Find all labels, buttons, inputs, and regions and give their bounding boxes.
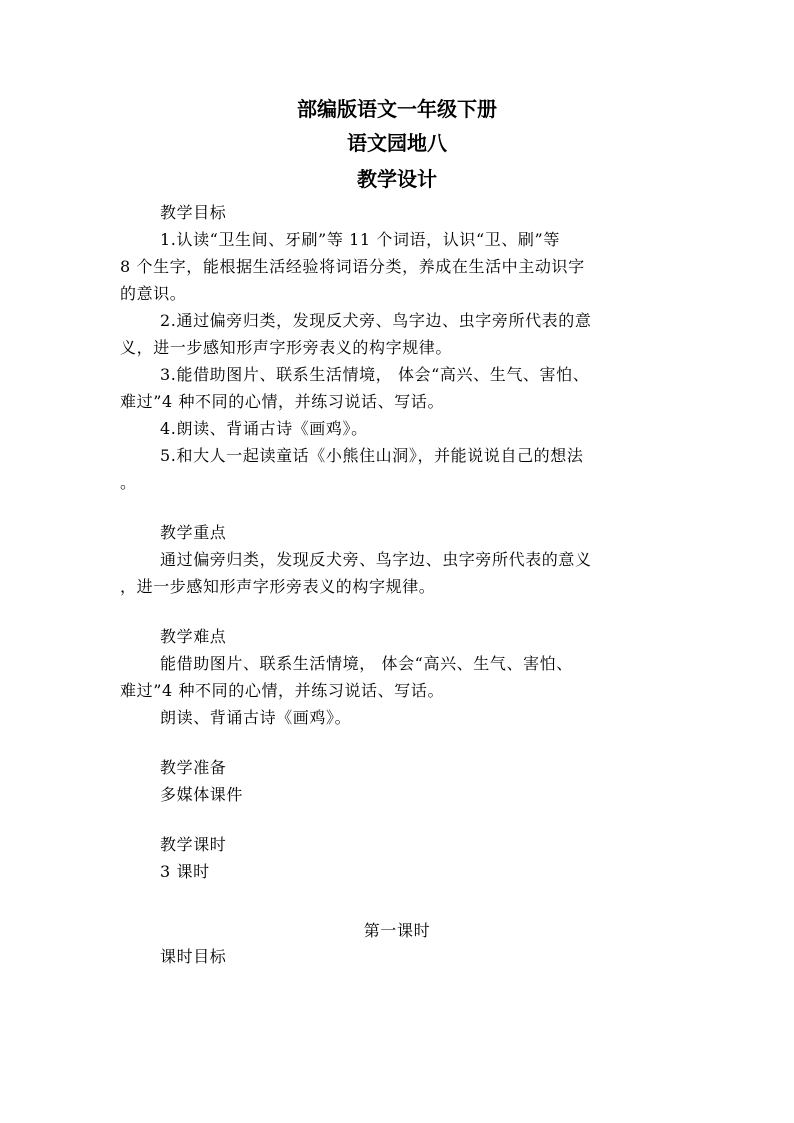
document-body: [120, 199, 680, 885]
spacer: [120, 808, 680, 831]
goal-item-1-line-1: 1.认读“卫生间、牙刷”等 11 个词语，认识“卫、刷”等: [160, 230, 560, 249]
goal-item-4: 4.朗读、背诵古诗《画鸡》。: [160, 419, 368, 438]
first-period-subheading: 课时目标: [160, 947, 227, 966]
spacer: [120, 600, 680, 623]
preparation-text: 多媒体课件: [160, 785, 244, 804]
section-heading-difficulties: 教学难点: [160, 627, 227, 646]
difficulties-line-1: 能借助图片、联系生活情境， 体会“高兴、生气、害怕、: [160, 654, 573, 673]
document-title-type: 教学设计: [357, 167, 437, 191]
goal-item-3-line-1: 3.能借助图片、联系生活情境， 体会“高兴、生气、害怕、: [160, 365, 590, 384]
goal-item-1-line-2: 8 个生字，能根据生活经验将词语分类，养成在生活中主动识字: [120, 257, 585, 276]
section-heading-key-points: 教学重点: [160, 523, 227, 542]
document-title-grade: 部编版语文一年级下册: [297, 97, 497, 121]
key-points-line-2: ，进一步感知形声字形旁表义的构字规律。: [120, 577, 436, 596]
section-heading-goals: 教学目标: [160, 203, 227, 222]
goal-item-3-line-2: 难过”4 种不同的心情，并练习说话、写话。: [120, 392, 445, 411]
goal-item-1-line-3: 的意识。: [120, 284, 187, 303]
goal-item-5-line-1: 5.和大人一起读童话《小熊住山洞》，并能说说自己的想法: [160, 446, 584, 465]
periods-text: 3 课时: [160, 862, 210, 881]
key-points-line-1: 通过偏旁归类，发现反犬旁、鸟字边、虫字旁所代表的意义: [160, 550, 592, 569]
section-heading-periods: 教学课时: [160, 835, 227, 854]
spacer: [120, 496, 680, 519]
difficulties-line-3: 朗读、背诵古诗《画鸡》。: [160, 708, 352, 727]
spacer: [120, 731, 680, 754]
document-title-unit: 语文园地八: [347, 131, 447, 155]
section-heading-preparation: 教学准备: [160, 758, 227, 777]
first-period-heading: 第一课时: [363, 921, 431, 940]
goal-item-2-line-2: 义，进一步感知形声字形旁表义的构字规律。: [120, 338, 453, 357]
difficulties-line-2: 难过”4 种不同的心情，并练习说话、写话。: [120, 681, 445, 700]
goal-item-5-line-2: 。: [120, 473, 137, 492]
goal-item-2-line-1: 2.通过偏旁归类，发现反犬旁、鸟字边、虫字旁所代表的意: [160, 311, 592, 330]
